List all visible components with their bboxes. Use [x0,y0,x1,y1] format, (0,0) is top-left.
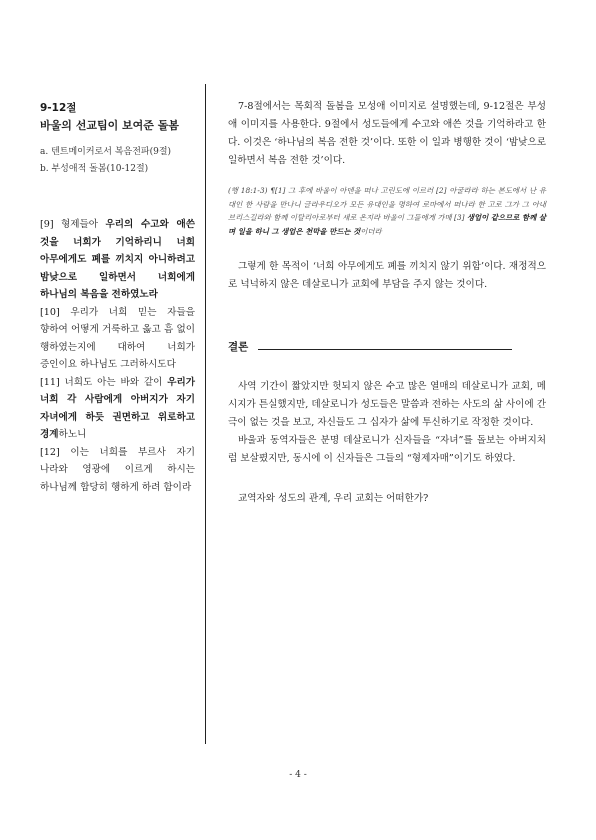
verse-12: [12] 이는 너희를 부르사 자기 나라와 영광에 이르게 하시는 하나님께 합당히 행하게 하려 함이라 [40,446,195,493]
verse-11: [11] 너희도 아는 바와 같이 우리가 너희 각 사람에게 아버지가 자기 자녀에게 하듯 권면하고 위로하고 경계하노니 [40,376,195,440]
conclusion-paragraph: 사역 기간이 짧았지만 헛되지 않은 수고 많은 열매의 데살로니가 교회, 메시지가 튼실했지만, 데살로니가 성도들은 말씀과 전하는 사도의 삶 사이에 간극이 없는 것을 보고, 자신들도 그 십자가 삶에 투신하기로 작정한 것이다. [228,381,546,428]
reflection-question: 교역자와 성도의 관계, 우리 교회는 어떠한가? [238,493,429,504]
verse-10: [10] 우리가 너희 믿는 자들을 향하여 어떻게 거룩하고 옳고 흠 없이 행하였는지에 대하여 너희가 증인이요 하나님도 그러하시도다 [40,306,195,370]
commentary-paragraph: 그렇게 한 목적이 ‘너희 아무에게도 폐를 끼치지 않기 위함’이다. 재정적으로 넉넉하지 않은 데살로니가 교회에 부담을 주지 않는 것이다. [228,261,546,290]
verse-9: [9] 형제들아 우리의 수고와 애쓴 것을 너희가 기억하리니 너희 아무에게도 폐를 끼치지 아니하려고 밤낮으로 일하면서 너희에게 하나님의 복음을 전하였노라 [40,219,195,300]
left-column-header [40,98,195,178]
section-subheading: 바울의 선교팀이 보여준 돌봄 [40,119,179,132]
page-number: - 4 - [289,770,307,780]
right-column [228,98,546,508]
conclusion-rule [258,349,512,350]
section-heading: 9-12절 [40,102,77,114]
scripture-passage [40,216,195,496]
column-divider [205,84,206,744]
commentary-paragraph: 7-8절에서는 목회적 돌봄을 모성애 이미지로 설명했는데, 9-12절은 부성애 이미지를 사용한다. 9절에서 성도들에게 수고와 애쓴 것을 기억하라고 한다. 이것은 ‘하나님의 복음 전한 것’이다. 또한 이 일과 병행한 것이 ‘밤낮으로 일하면서 복음 전한 것’이다. [228,101,546,166]
cross-reference-quote: (행 18:1-3) ¶[1] 그 후에 바울이 아덴을 떠나 고린도에 이르러 [2] 아굴라라 하는 본도에서 난 유대인 한 사람을 만나니 글라우디오가 모든 유대인을 명하여 로마에서 떠나라 한 고로 그가 그 아내 브리스길라와 함께 이탈리아로부터 새로 온지라 바울이 그들에게 가매 [3] 생업이 같으므로 함께 살며 일을 하니 그 생업은 천막을 만드는 것이더라 [228,186,546,236]
conclusion-paragraph: 바울과 동역자들은 분명 데살로니가 신자들을 “자녀”를 돌보는 아버지처럼 보살폈지만, 동시에 이 신자들은 그들의 “형제자매”이기도 하였다. [228,435,546,464]
outline-item: a. 텐트메이커로서 복음전파(9절) [40,147,172,157]
conclusion-heading [228,338,546,356]
conclusion-label: 결론 [228,341,249,353]
outline-item: b. 부성애적 돌봄(10-12절) [40,164,149,174]
outline-list [40,144,195,178]
